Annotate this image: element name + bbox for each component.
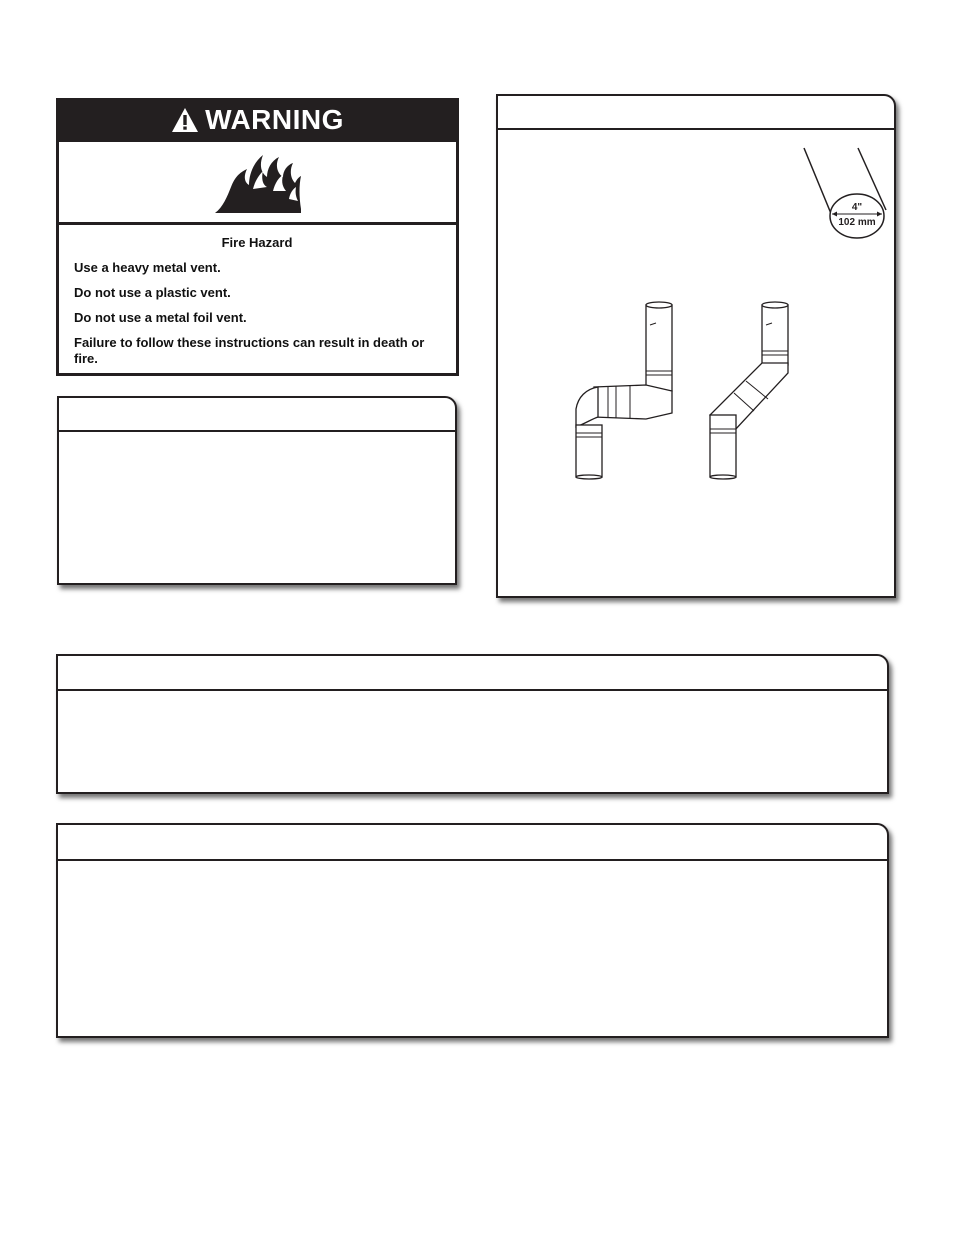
fire-icon [213, 149, 303, 215]
warning-title: Fire Hazard [221, 235, 293, 250]
vent-diameter-metric: 102 mm [838, 217, 876, 228]
warning-line-heavy-metal: Use a heavy metal vent. [74, 260, 221, 275]
warning-triangle-icon [171, 107, 199, 133]
warning-header-label: WARNING [205, 104, 344, 135]
warning-box [56, 98, 459, 376]
panel-vent-illustrations [496, 94, 896, 598]
warning-line-consequence: Failure to follow these instructions can result in death or fire. [74, 335, 425, 366]
warning-header [59, 101, 456, 139]
warning-icon-row [59, 139, 456, 225]
panel-wide-lower-header-rule [58, 859, 887, 861]
panel-left-header-rule [59, 430, 455, 432]
panel-wide-upper [56, 654, 889, 794]
vent-offset-45-illustration [706, 301, 796, 481]
panel-vent-header-rule [498, 128, 894, 130]
vent-diameter-imperial: 4" [851, 202, 863, 213]
vent-elbow-90-illustration [572, 301, 682, 481]
panel-wide-upper-header-rule [58, 689, 887, 691]
warning-body [59, 225, 456, 367]
vent-diameter-diagram [798, 146, 894, 246]
panel-left [57, 396, 457, 585]
warning-line-no-foil: Do not use a metal foil vent. [74, 310, 247, 325]
panel-wide-lower [56, 823, 889, 1038]
warning-line-no-plastic: Do not use a plastic vent. [74, 285, 231, 300]
